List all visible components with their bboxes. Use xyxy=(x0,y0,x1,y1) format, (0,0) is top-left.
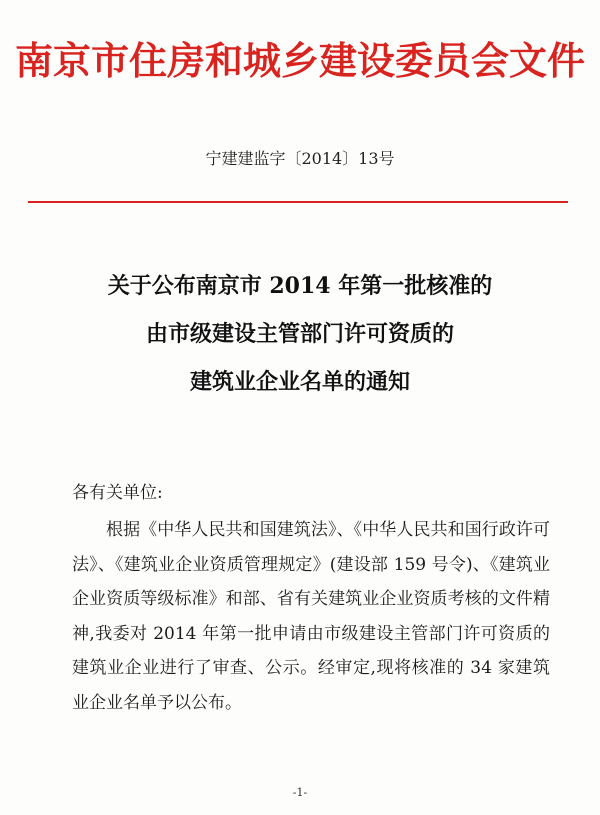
notice-title xyxy=(0,262,600,406)
issuer-header: 南京市住房和城乡建设委员会文件 xyxy=(14,39,585,83)
body-paragraph xyxy=(72,513,550,720)
body-line: 神,我委对 2014 年第一批申请由市级建设主管部门许可资质的 xyxy=(72,623,550,644)
red-divider xyxy=(28,201,568,203)
document-number: 宁建建监字〔2014〕13号 xyxy=(205,149,395,168)
body-line: 业企业名单予以公布。 xyxy=(72,692,242,713)
salutation: 各有关单位: xyxy=(72,483,163,503)
body-line: 法》、《建筑业企业资质管理规定》(建设部 159 号令)、《建筑业 xyxy=(72,554,550,575)
title-line: 建筑业企业名单的通知 xyxy=(189,369,410,395)
body-line: 企业资质等级标准》和部、省有关建筑业企业资质考核的文件精 xyxy=(72,589,550,609)
title-line: 关于公布南京市 2014 年第一批核准的 xyxy=(107,273,493,299)
page-number: -1- xyxy=(292,786,308,799)
body-line: 建筑业企业进行了审查、公示。经审定,现将核准的 34 家建筑 xyxy=(72,658,550,678)
body-line: 根据《中华人民共和国建筑法》、《中华人民共和国行政许可 xyxy=(106,520,550,540)
title-line: 由市级建设主管部门许可资质的 xyxy=(145,321,454,347)
